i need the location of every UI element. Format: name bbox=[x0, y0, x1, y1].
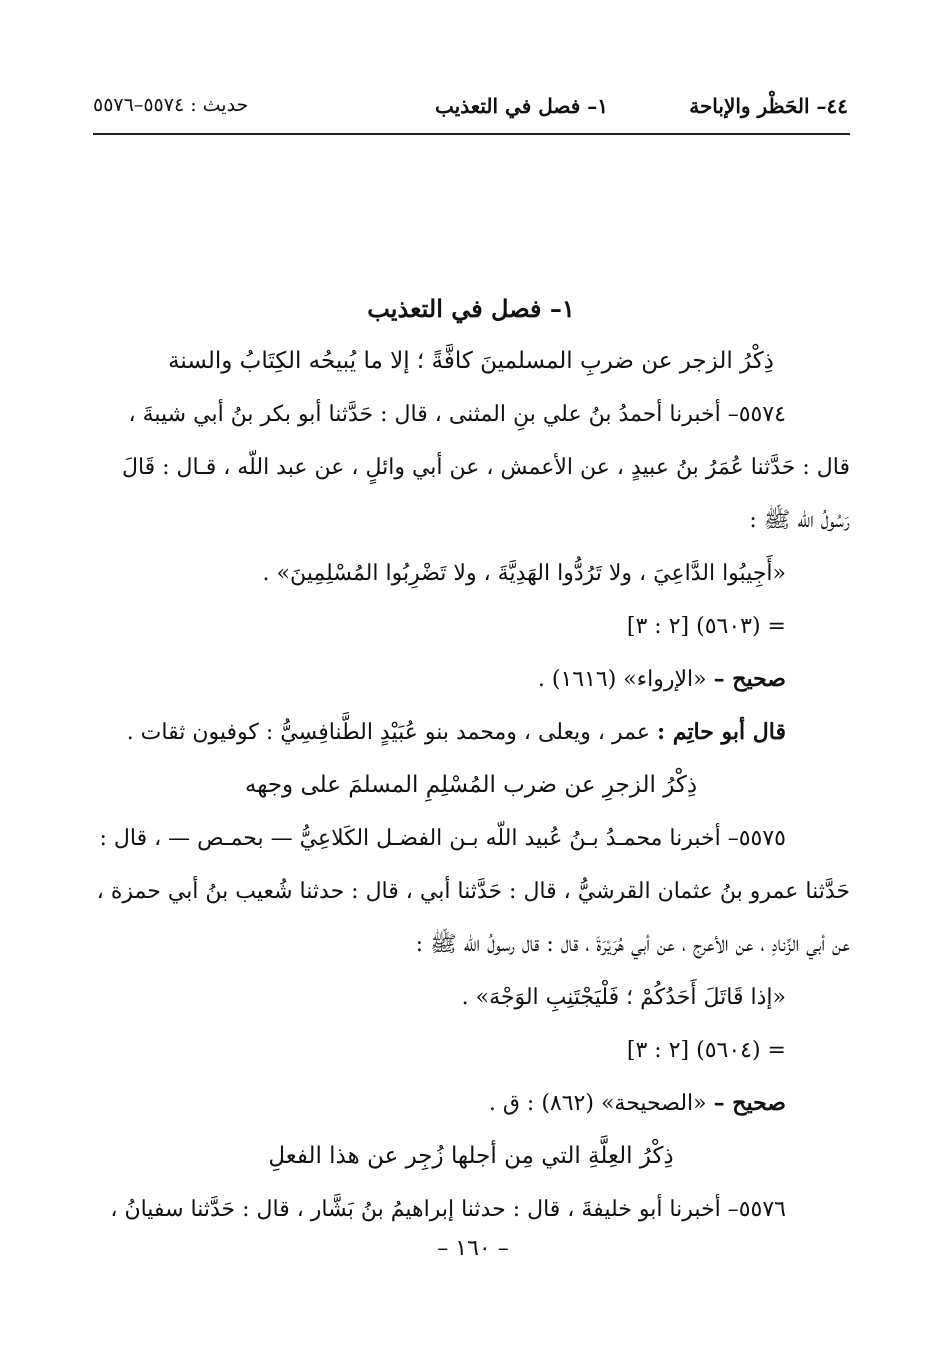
chapter-title: ٤٤– الحَظْر والإباحة bbox=[689, 94, 848, 118]
heading-reason-for-prohibition: ذِكْرُ العِلَّةِ التي مِن أجلها زُجِر عن هذا الفعلِ bbox=[268, 1143, 674, 1169]
hadith-5574-grade bbox=[92, 653, 850, 706]
section-running-title: ١– فصل في التعذيب bbox=[435, 94, 608, 118]
heading-prohibition-striking-muslims: ذِكْرُ الزجر عن ضربِ المسلمينَ كافَّةً ؛ إلا ما يُبيحُه الكِتَابُ والسنة bbox=[168, 348, 774, 374]
hadith-5575-reference: = (٥٦٠٤) [٢ : ٣] bbox=[626, 1038, 786, 1063]
abu-hatim-text: عمر ، ويعلى ، ومحمد بنو عُبَيْدٍ الطَّنافِسِيُّ : كوفيون ثقات . bbox=[126, 720, 651, 745]
hadith-5575-matn: «إذا قَاتَلَ أَحَدُكُمْ ؛ فَلْيَجْتَنِبِ الوَجْهَ» . bbox=[461, 985, 786, 1010]
hadith-5575-isnad-line-1: ٥٥٧٥– أخبرنا محمـدُ بـنُ عُبيد اللّه بـن الفضـل الكَلاعِيُّ — بحمـص — ، قال : bbox=[99, 826, 786, 851]
hadith-5576-isnad-line-1: ٥٥٧٦– أخبرنا أبو خليفةَ ، قال : حدثنا إبراهيمُ بنُ بَشَّار ، قال : حَدَّثنا سفيانُ ، bbox=[110, 1197, 786, 1222]
page-body bbox=[92, 282, 850, 1236]
hadith-5575-grade bbox=[92, 1077, 850, 1130]
hadith-5574-reference: = (٥٦٠٣) [٢ : ٣] bbox=[626, 614, 786, 639]
hadith-5574-isnad-line-1: ٥٥٧٤– أخبرنا أحمدُ بنُ علي بنِ المثنى ، قال : حَدَّثنا أبو بكر بنُ أبي شيبةَ ، bbox=[128, 402, 786, 427]
hadith-5574-matn: «أَجِيبُوا الدَّاعِيَ ، ولا تَرُدُّوا الهَدِيَّةَ ، ولا تَضْرِبُوا المُسْلِمِينَ» . bbox=[262, 561, 786, 586]
hadith-5574-isnad-line-2: قال : حَدَّثنا عُمَرُ بنُ عبيدٍ ، عن الأعمش ، عن أبي وائلٍ ، عن عبد اللّه ، قـال : قَالَ bbox=[121, 455, 850, 480]
header-divider bbox=[93, 133, 850, 135]
hadith-5574-isnad-line-3: رَسُولُ اللّه ﷺ : bbox=[749, 508, 850, 533]
heading-striking-face: ذِكْرُ الزجرِ عن ضرب المُسْلِمِ المسلمَ على وجهه bbox=[244, 772, 698, 798]
abu-hatim-label: قال أبو حاتِم : bbox=[657, 719, 786, 745]
hadith-5575-isnad-line-3: عن أبي الزِّنادِ ، عن الأعرج ، عن أبي هُرَيْرَةَ ، قال : قال رسولُ اللّه ﷺ : bbox=[415, 932, 850, 957]
grade-source: «الإرواء» (١٦١٦) . bbox=[537, 667, 707, 692]
running-header bbox=[93, 94, 848, 128]
hadith-5575-isnad-line-2: حَدَّثنا عمرو بنُ عثمان القرشيُّ ، قال : حَدَّثنا أبي ، قال : حدثنا شُعيب بنُ أبي حمزة ، bbox=[96, 879, 850, 904]
section-title: ١– فصل في التعذيب bbox=[367, 294, 575, 323]
page-number: – ١٦٠ – bbox=[437, 1236, 509, 1261]
grade-label: صحيح – bbox=[713, 666, 786, 692]
grade-source: «الصحيحة» (٨٦٢) : ق . bbox=[488, 1091, 707, 1116]
grade-label: صحيح – bbox=[713, 1090, 786, 1116]
hadith-range: حديث : ٥٥٧٤–٥٥٧٦ bbox=[93, 94, 249, 116]
abu-hatim-note bbox=[92, 706, 850, 759]
